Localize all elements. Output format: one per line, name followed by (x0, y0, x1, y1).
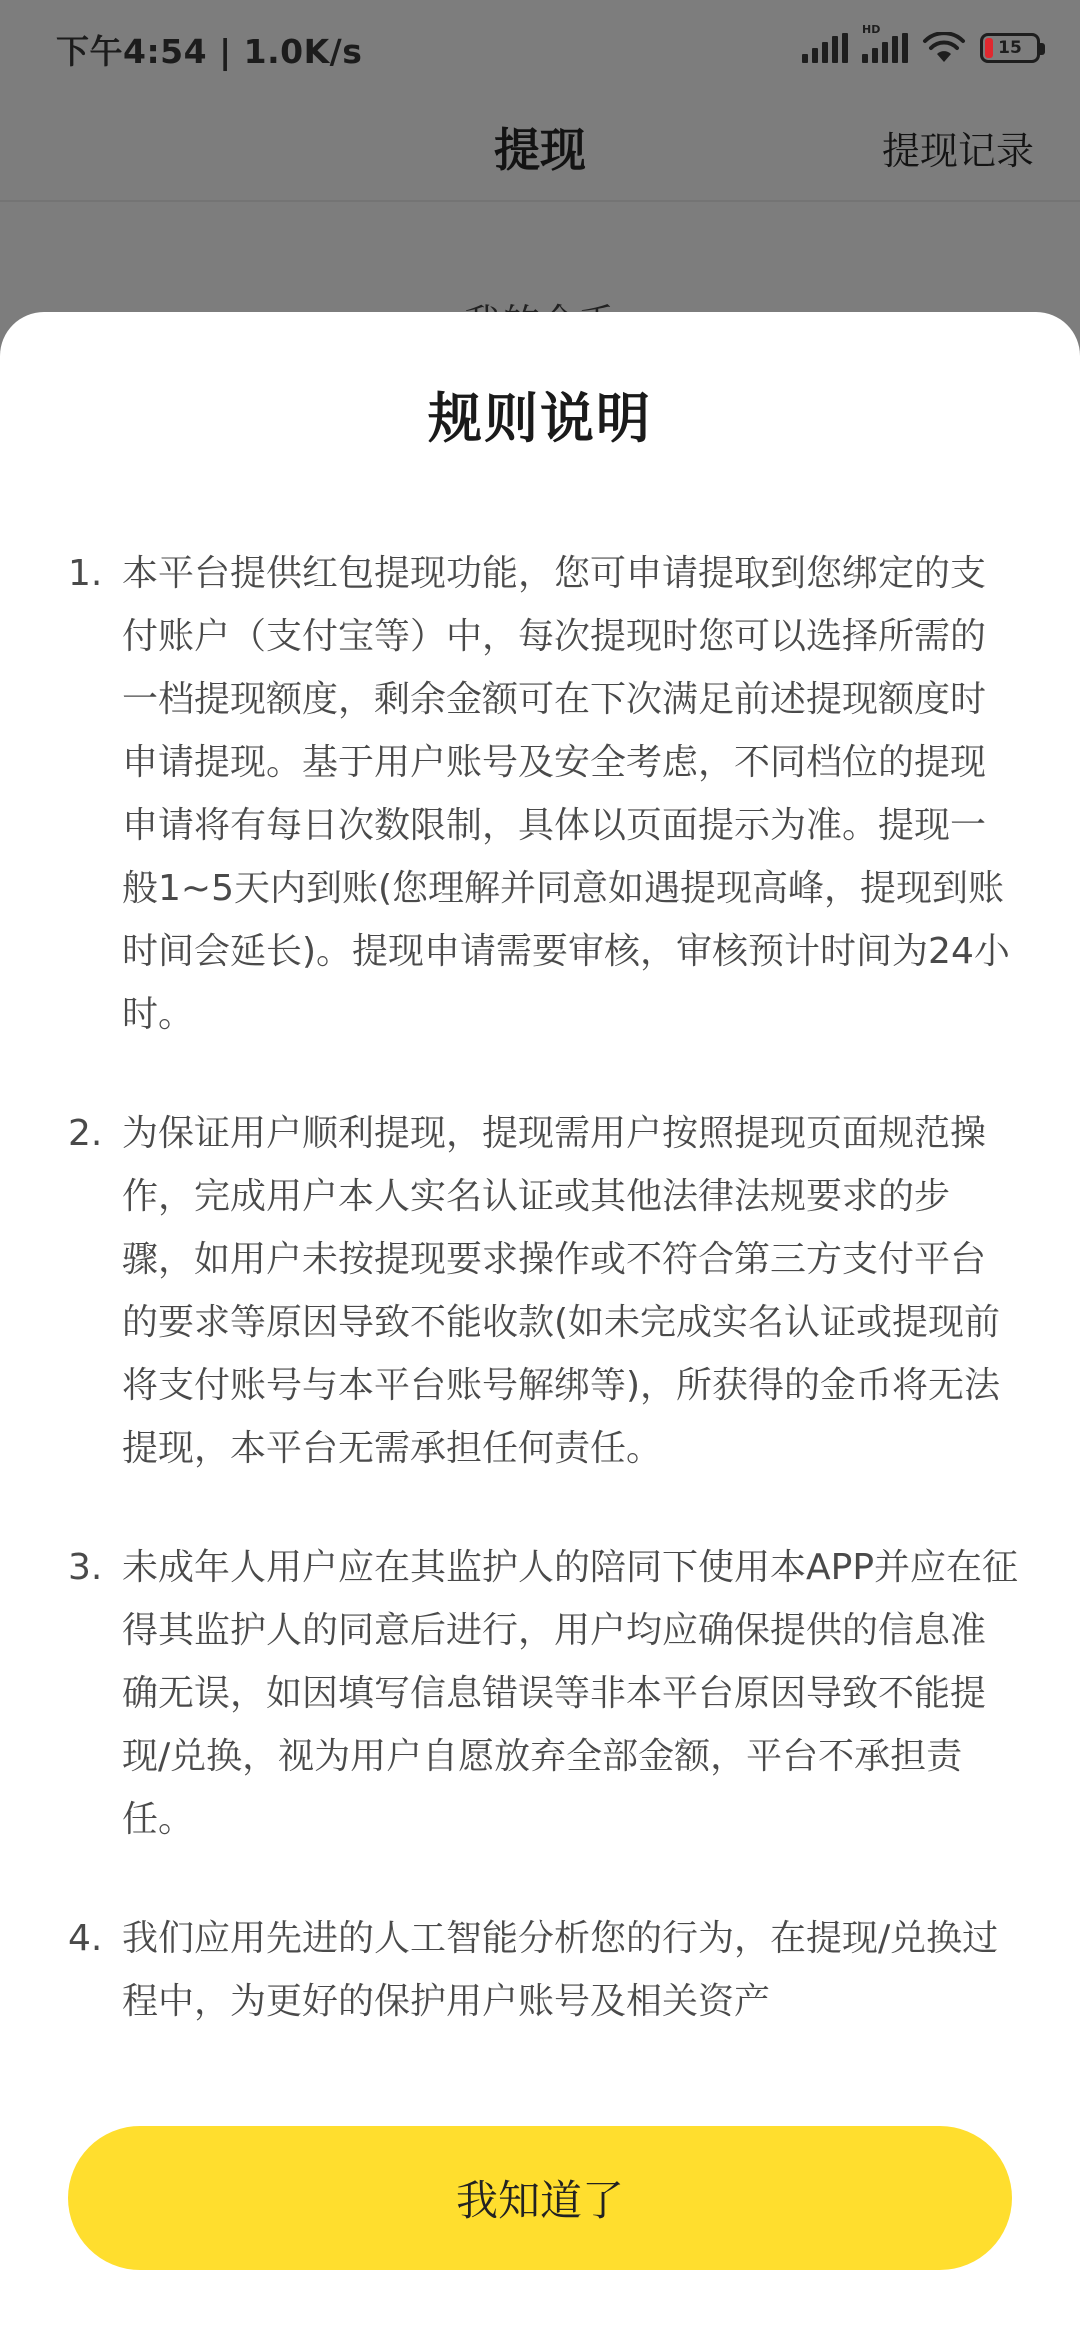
battery-percent: 15 (998, 38, 1022, 58)
confirm-button[interactable]: 我知道了 (68, 2126, 1012, 2270)
battery-icon (980, 33, 1040, 63)
rule-item (0, 542, 1080, 1046)
rule-text: 本平台提供红包提现功能，您可申请提取到您绑定的支付账户（支付宝等）中，每次提现时您可以选择所需的一档提现额度，剩余金额可在下次满足前述提现额度时申请提现。基于用户账号及安全考虑，不同档位的提现申请将有每日次数限制，具体以页面提示为准。提现一般1~5天内到账(您理解并同意如遇提现高峰，提现到账时间会延长)。提现申请需要审核，审核预计时间为24小时。 (122, 553, 1010, 1035)
rule-item (0, 1102, 1080, 1480)
status-time: 下午4:54 | 1.0K/s (56, 32, 363, 71)
wifi-icon (922, 32, 966, 64)
rule-item (0, 1536, 1080, 1851)
page-title: 提现 (494, 123, 586, 177)
nav-bar (0, 96, 1080, 202)
rule-number: 3. (68, 1547, 103, 1588)
status-icons (802, 23, 1040, 68)
rule-number: 4. (68, 1918, 103, 1959)
dialog-title: 规则说明 (428, 387, 652, 450)
rule-item (0, 1907, 1080, 2033)
hd-label: HD (862, 23, 881, 36)
rule-text: 未成年人用户应在其监护人的陪同下使用本APP并应在征得其监护人的同意后进行，用户均应确保提供的信息准确无误，如因填写信息错误等非本平台原因导致不能提现/兑换，视为用户自愿放弃全部金额，平台不承担责任。 (122, 1547, 1019, 1840)
rules-list[interactable] (0, 542, 1080, 2332)
rule-number: 2. (68, 1113, 103, 1154)
rule-text: 为保证用户顺利提现，提现需用户按照提现页面规范操作，完成用户本人实名认证或其他法律法规要求的步骤，如用户未按提现要求操作或不符合第三方支付平台的要求等原因导致不能收款(如未完成实名认证或提现前将支付账号与本平台账号解绑等)，所获得的金币将无法提现，本平台无需承担任何责任。 (122, 1113, 1001, 1469)
rules-dialog (0, 312, 1080, 2340)
rule-text: 我们应用先进的人工智能分析您的行为，在提现/兑换过程中，为更好的保护用户账号及相关资产 (122, 1918, 999, 2022)
signal-icon (802, 33, 848, 63)
rule-number: 1. (68, 553, 103, 594)
hd-signal-icon (862, 23, 908, 63)
withdraw-history-link[interactable]: 提现记录 (881, 129, 1034, 173)
status-bar (0, 0, 1080, 96)
